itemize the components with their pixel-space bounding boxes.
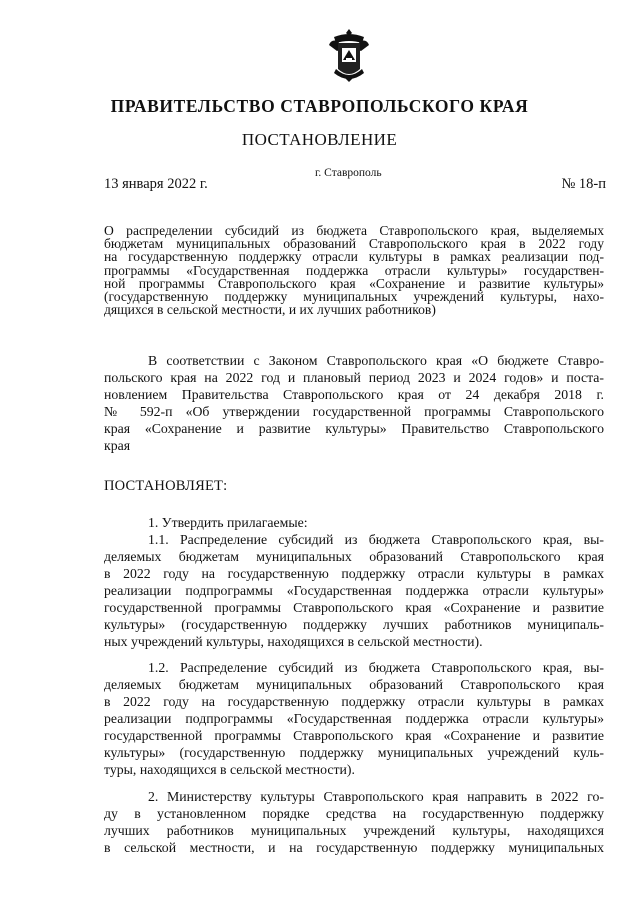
text-line: реализации подпрограммы «Государственная поддержка отрасли культуры» <box>104 583 604 598</box>
subject-line: бюджетам муниципальных образований Ставропольского края в 2022 году <box>104 236 604 252</box>
item-1-2-paragraph <box>104 659 604 778</box>
document-city: г. Ставрополь <box>315 167 382 179</box>
text-line: ных учреждений культуры, находящихся в сельской местности). <box>104 634 483 649</box>
text-line: культуры» (государственную поддержку муниципальных учреждений куль- <box>104 745 604 760</box>
text-line: 1. Утвердить прилагаемые: <box>148 515 308 530</box>
subject-line: дящихся в сельской местности, и их лучших работников) <box>104 302 436 318</box>
subject-line: на государственную поддержку отрасли культуры в рамках реализации под- <box>104 249 604 265</box>
text-line: № 592-п «Об утверждении государственной программы Ставропольского <box>104 404 604 419</box>
text-line: В соответствии с Законом Ставропольского края «О бюджете Ставро- <box>148 353 604 368</box>
document-number: № 18-п <box>561 176 606 192</box>
subject-line: ной программы Ставропольского края «Сохранение и развитие культуры» <box>104 275 604 291</box>
text-line: государственной программы Ставропольского края «Сохранение и развитие <box>104 728 604 743</box>
text-line: в сельской местности, и на государственную поддержку муниципальных <box>104 840 604 855</box>
text-line: края <box>104 438 131 453</box>
text-line: польского края на 2022 год и плановый период 2023 и 2024 годов» и поста- <box>104 370 604 385</box>
text-line: деляемых бюджетам муниципальных образований Ставропольского края <box>104 677 604 692</box>
text-line: 1.2. Распределение субсидий из бюджета Ставропольского края, вы- <box>148 660 604 675</box>
text-line: лучших работников муниципальных учреждений культуры, находящихся <box>104 823 604 838</box>
document-type: ПОСТАНОВЛЕНИЕ <box>241 130 398 149</box>
item-2-paragraph <box>104 788 604 856</box>
text-line: в 2022 году на государственную поддержку отрасли культуры в рамках <box>104 566 604 581</box>
text-line: культуры» (государственную поддержку лучших работников муниципаль- <box>104 617 604 632</box>
text-line: в 2022 году на государственную поддержку отрасли культуры в рамках <box>104 694 604 709</box>
text-line: 2. Министерству культуры Ставропольского края направить в 2022 го- <box>148 789 604 804</box>
text-line: ду в установленном порядке средства на государственную поддержку <box>104 806 604 821</box>
text-line: туры, находящихся в сельской местности). <box>104 762 355 777</box>
document-date: 13 января 2022 г. <box>104 176 208 192</box>
document-subject <box>104 224 604 316</box>
text-line: 1.1. Распределение субсидий из бюджета Ставропольского края, вы- <box>148 532 604 547</box>
text-line: деляемых бюджетам муниципальных образований Ставропольского края <box>104 549 604 564</box>
resolves-heading: ПОСТАНОВЛЯЕТ: <box>104 478 228 494</box>
stavropol-coat-of-arms-icon <box>326 27 372 83</box>
subject-line: программы «Государственная поддержка отрасли культуры» государствен- <box>104 262 604 278</box>
subject-line: О распределении субсидий из бюджета Ставропольского края, выделяемых <box>104 223 604 238</box>
text-line: реализации подпрограммы «Государственная поддержка отрасли культуры» <box>104 711 604 726</box>
text-line: новлением Правительства Ставропольского края от 24 декабря 2018 г. <box>104 387 604 402</box>
subject-line: (государственную поддержку муниципальных учреждений культуры, нахо- <box>104 289 604 305</box>
preamble-paragraph <box>104 352 604 454</box>
text-line: края «Сохранение и развитие культуры» Правительство Ставропольского <box>104 421 604 436</box>
organization-title: ПРАВИТЕЛЬСТВО СТАВРОПОЛЬСКОГО КРАЯ <box>110 96 529 116</box>
item-1-paragraph <box>104 514 604 650</box>
text-line: государственной программы Ставропольского края «Сохранение и развитие <box>104 600 604 615</box>
